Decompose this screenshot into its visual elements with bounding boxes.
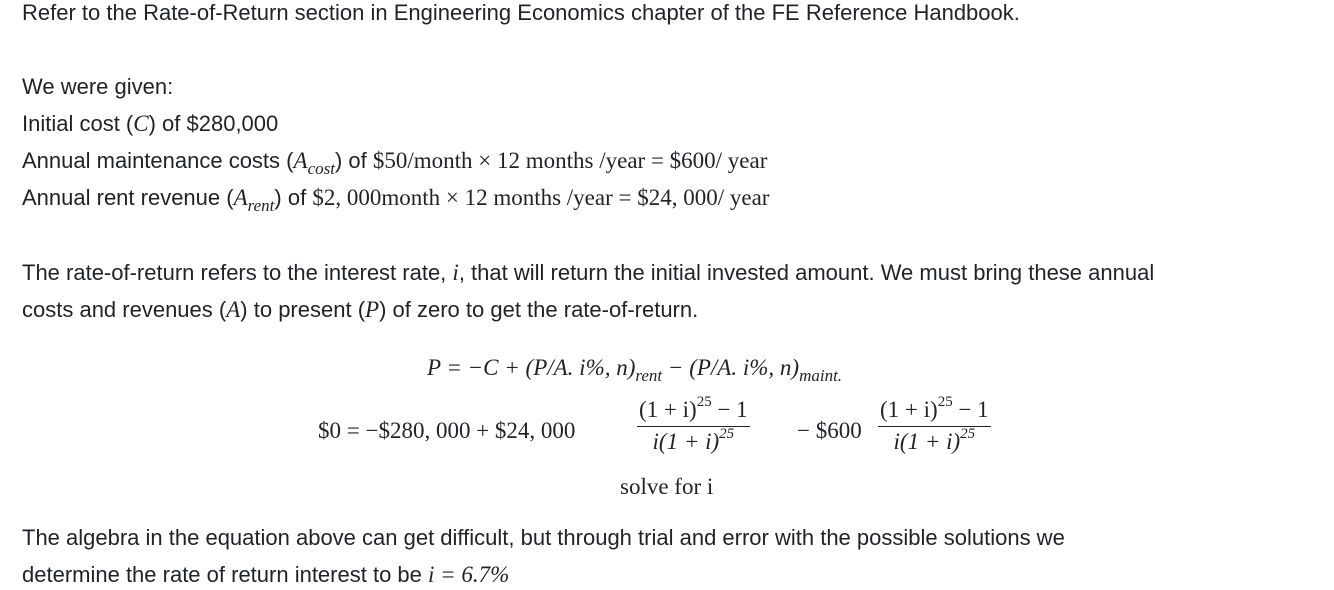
conclusion-line-2 [22,562,509,588]
symbol-i: i [452,260,459,285]
numerator-tail: − 1 [711,397,748,422]
initial-cost-symbol: C [133,111,149,136]
denominator-exponent: 25 [960,426,976,442]
initial-cost-post: ) of $280,000 [148,111,279,136]
fraction-maint-numerator [878,394,991,427]
explanation-text: costs and revenues ( [22,297,227,322]
rent-math: $2, 000month × 12 months /year = $24, 000/ year [312,185,770,210]
explanation-line-1 [22,260,1154,286]
given-initial-cost [22,111,278,137]
numerator-tail: − 1 [952,397,989,422]
numerator-exponent: 25 [937,394,953,410]
given-rent [22,185,769,213]
fraction-rent-numerator [637,394,750,427]
rent-subscript: rent [247,196,275,215]
initial-cost-pre: Initial cost ( [22,111,134,136]
intro-text: Refer to the Rate-of-Return section in Engineering Economics chapter of the FE Reference Handbook. [22,0,1020,25]
conclusion-line-1: The algebra in the equation above can get difficult, but through trial and error with the possible solutions we [22,525,1065,550]
eq1-subscript-rent: rent [635,366,663,385]
denominator-base: i(1 + i) [893,429,961,454]
maintenance-pre: Annual maintenance costs ( [22,148,294,173]
symbol-a: A [226,297,241,322]
numerator-exponent: 25 [696,394,712,410]
fraction-maintenance [878,394,991,455]
result-rate: i = 6.7% [428,562,510,587]
equation-present-worth [427,355,843,385]
eq1-subscript-maint: maint. [799,366,843,385]
maintenance-math: $50/month × 12 months /year = $600/ year [372,148,768,173]
explanation-text: The rate-of-return refers to the interest rate, [22,260,453,285]
rent-symbol: A [233,185,248,210]
denominator-base: i(1 + i) [652,429,720,454]
explanation-text: , that will return the initial invested amount. We must bring these annual [458,260,1155,285]
given-maintenance [22,148,767,176]
solve-for-i: solve for i [620,474,714,499]
given-heading: We were given: [22,74,174,99]
eq1-lhs: P = −C + (P/A. i%, n) [427,355,636,380]
numerator-base: (1 + i) [639,397,697,422]
explanation-text: ) of zero to get the rate-of-return. [379,297,699,322]
explanation-line-2 [22,297,698,323]
fraction-maint-denominator [878,427,991,455]
explanation-text: ) to present ( [240,297,366,322]
rent-pre: Annual rent revenue ( [22,185,234,210]
eq1-mid: − (P/A. i%, n) [662,355,800,380]
equation-maintenance-term: − $600 [797,418,862,443]
maintenance-post: ) of [334,148,373,173]
denominator-exponent: 25 [719,426,735,442]
fraction-rent-denominator [637,427,750,455]
conclusion-text: determine the rate of return interest to be [22,562,429,587]
maintenance-subscript: cost [307,159,335,178]
fraction-rent [637,394,750,455]
numerator-base: (1 + i) [880,397,938,422]
symbol-p: P [365,297,380,322]
rent-post: ) of [274,185,313,210]
equation-lhs: $0 = −$280, 000 + $24, 000 [318,418,576,443]
maintenance-symbol: A [293,148,308,173]
